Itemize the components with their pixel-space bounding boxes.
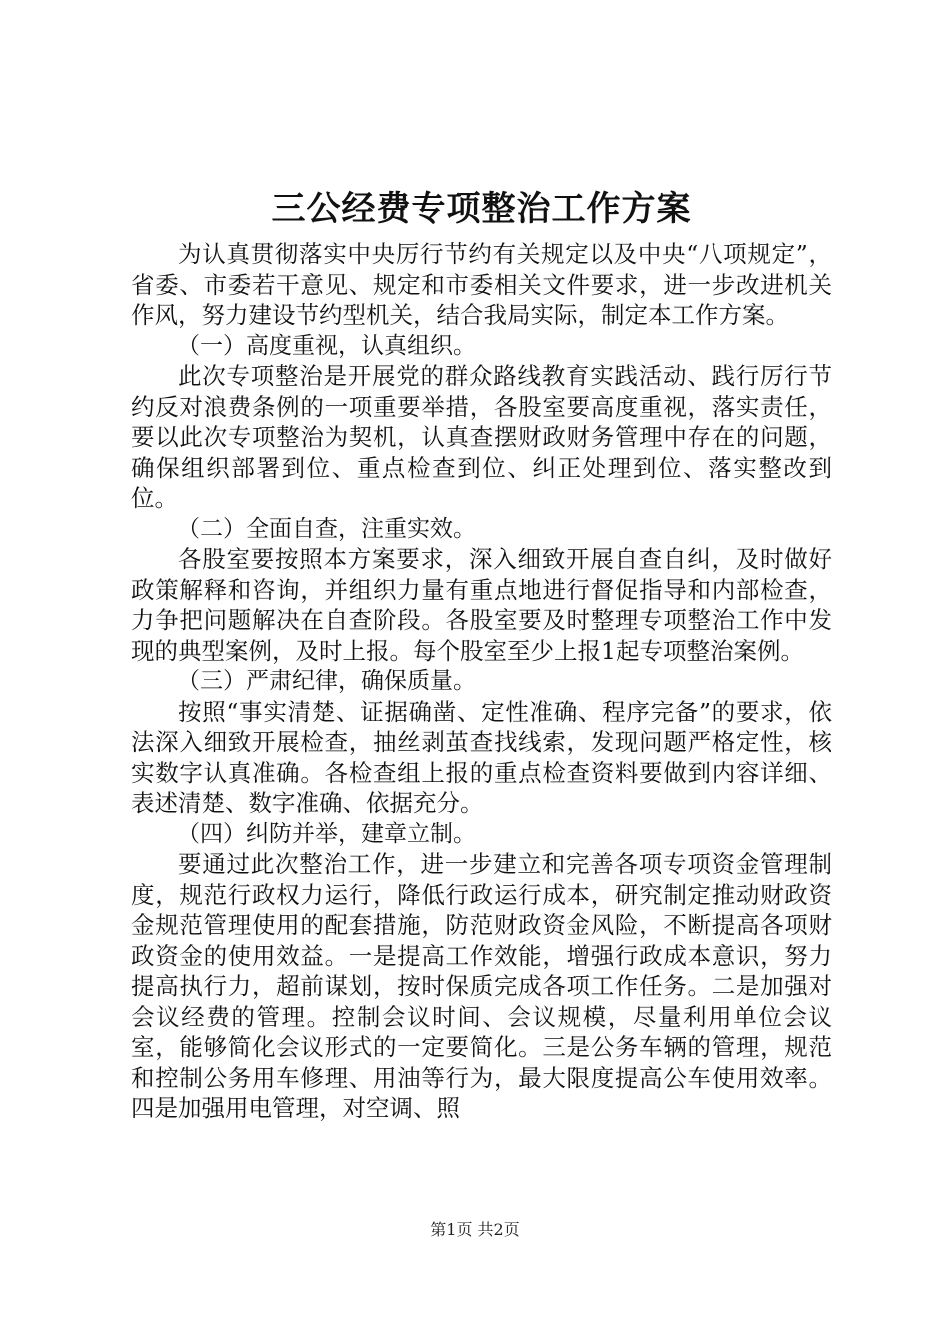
section-4-heading: （四）纠防并举，建章立制。 bbox=[177, 820, 476, 847]
document-title: 三公经费专项整治工作方案 bbox=[271, 189, 692, 229]
intro-paragraph: 为认真贯彻落实中央厉行节约有关规定以及中央“八项规定”，省委、市委若干意见、规定和市委相关文件要求，进一步改进机关作风，努力建设节约型机关，结合我局实际，制定本工作方案。 bbox=[131, 240, 832, 329]
section-4-body: 要通过此次整治工作，进一步建立和完善各项专项资金管理制度，规范行政权力运行，降低行政运行成本，研究制定推动财政资金规范管理使用的配套措施，防范财政资金风险，不断提高各项财政资金的使用效益。一是提高工作效能，增强行政成本意识，努力提高执行力，超前谋划，按时保质完成各项工作任务。二是加强对会议经费的管理。控制会议时间、会议规模，尽量利用单位会议室，能够简化会议形式的一定要简化。三是公务车辆的管理，规范和控制公务用车修理、用油等行为，最大限度提高公车使用效率。四是加强用电管理，对空调、照 bbox=[131, 850, 832, 1122]
section-1-body: 此次专项整治是开展党的群众路线教育实践活动、践行厉行节约反对浪费条例的一项重要举措，各股室要高度重视，落实责任，要以此次专项整治为契机，认真查摆财政财务管理中存在的问题，确保组织部署到位、重点检查到位、纠正处理到位、落实整改到位。 bbox=[131, 362, 832, 512]
section-2-heading: （二）全面自查，注重实效。 bbox=[177, 515, 476, 542]
section-1-heading: （一）高度重视，认真组织。 bbox=[177, 332, 476, 359]
document-body bbox=[131, 186, 832, 1124]
section-2-body: 各股室要按照本方案要求，深入细致开展自查自纠，及时做好政策解释和咨询，并组织力量有重点地进行督促指导和内部检查，力争把问题解决在自查阶段。各股室要及时整理专项整治工作中发现的典型案例，及时上报。每个股室至少上报1起专项整治案例。 bbox=[131, 545, 832, 665]
section-3-heading: （三）严肃纪律，确保质量。 bbox=[177, 668, 476, 694]
section-3-body: 按照“事实清楚、证据确凿、定性准确、程序完备”的要求，依法深入细致开展检查，抽丝剥茧查找线索，发现问题严格定性，核实数字认真准确。各检查组上报的重点检查资料要做到内容详细、表述清楚、数字准确、依据充分。 bbox=[131, 697, 832, 817]
page-number-footer: 第1页 共2页 bbox=[430, 1220, 520, 1239]
